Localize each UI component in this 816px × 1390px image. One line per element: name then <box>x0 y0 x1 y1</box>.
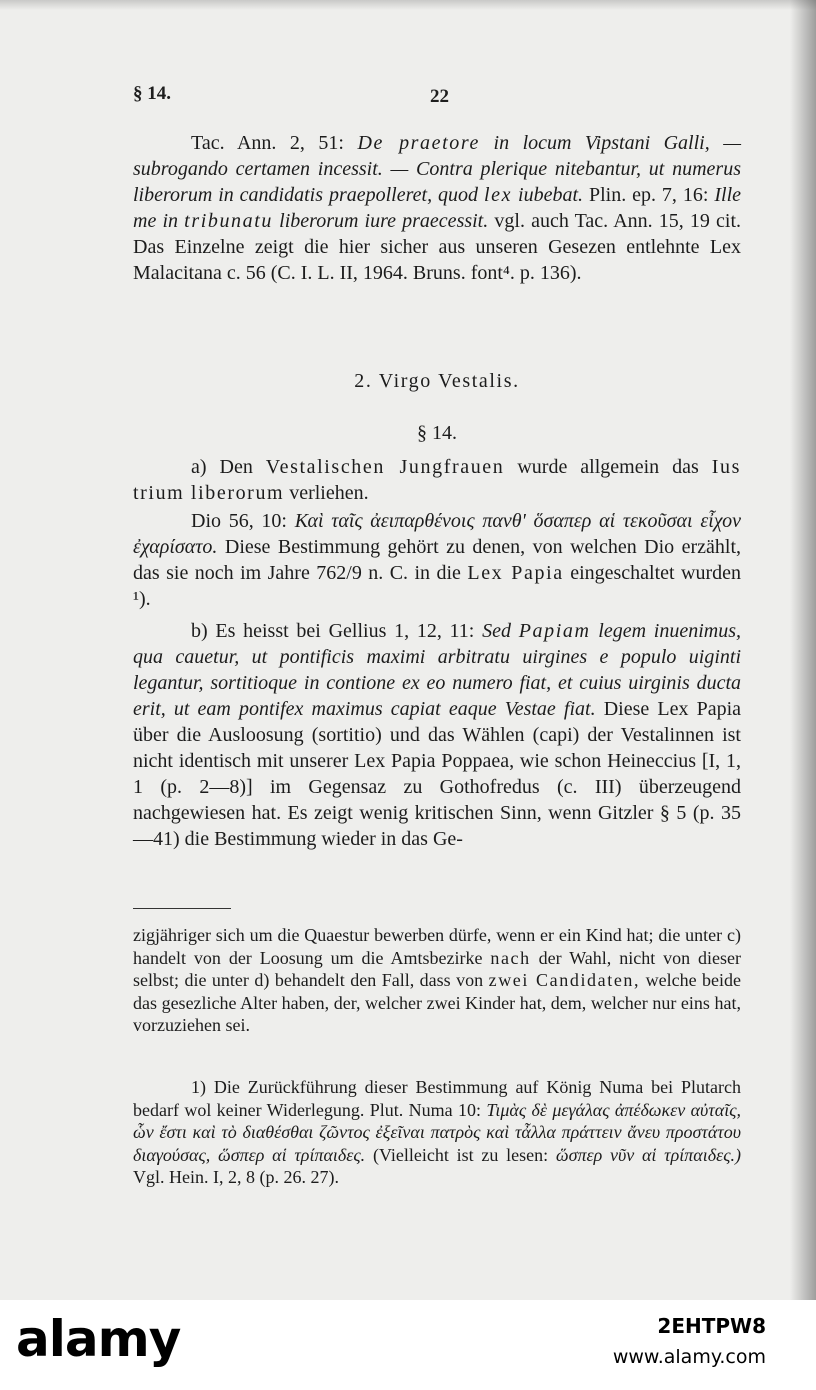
paragraph-a: a) Den Vestalischen Jungfrauen wurde allgemein das Ius trium liberorum verliehen. <box>133 456 742 504</box>
subsection-heading: 2. Virgo Vestalis. <box>354 370 520 392</box>
footnote-divider <box>133 908 231 909</box>
vestal-virgins-spaced: Vestalischen Jungfrauen <box>265 456 505 478</box>
ius-trium-spaced: Ius trium liberorum <box>133 456 742 504</box>
pliny-quote-b: liberorum iure praecessit. <box>279 210 489 232</box>
watermark-url: www.alamy.com <box>612 1346 766 1368</box>
image-id: 2EHTPW8 <box>657 1314 766 1338</box>
tacitus-reference: Tac. Ann. 2, 51: <box>191 132 344 154</box>
citations-rest: vgl. auch Tac. Ann. 15, 19 cit. Das Einzelne zeigt die hier sicher aus unseren Gesezen entlehnte Lex Malacitana c. 56 (C. I. L. II, 1964. Bruns. font⁴. p. 136). <box>133 210 742 284</box>
paragraph-b: b) Es heisst bei Gellius 1, 12, 11: Sed Papiam legem inuenimus, qua cauetur, ut pontificis maximi arbitratu uirgines e populo uiginti legantur, sortitioque in contione ex eo numero fiat, et cuius uirginis ducta erit, ut eam pontifex maximus capiat eaque Vestae fiat. Diese Lex Papia über die Ausloosung (sortitio) und das Wählen (capi) der Vestalinnen ist nicht identisch mit unserer Lex Papia Poppaea, wie schon Heineccius [I, 1, 1 (p. 2—8)] im Gegensaz zu Gothofredus (c. III) überzeugend nachgewiesen hat. Es zeigt wenig kritischen Sinn, wenn Gitzler § 5 (p. 35—41) die Bestimmung wieder in das Ge- <box>133 620 742 850</box>
pliny-quote-a: Ille me in <box>133 184 742 232</box>
page-gutter-shadow <box>790 0 816 1300</box>
running-head-section: § 14. <box>133 83 171 104</box>
pliny-quote-spaced: tribunatu <box>184 210 274 232</box>
citations-paragraph <box>133 130 741 286</box>
plutarch-greek-quote: Τιμὰς δὲ μεγάλας ἀπέδωκεν αὐταῖς, ὧν ἔστι καὶ τὸ διαθέσθαι ζῶντος ἐξεῖναι πατρὸς καὶ τἆλλα πράττειν ἄνευ προστάτου διαγούσας, ὥσπερ αἱ τρίπαιδες. <box>133 1099 741 1165</box>
page-top-shadow <box>0 0 816 10</box>
dio-greek-quote: Καὶ ταῖς ἀειπαρθένοις πανθ' ὅσαπερ αἱ τεκοῦσαι εἶχον ἐχαρίσατο. <box>133 510 742 558</box>
papiam-spaced: Papiam <box>518 620 591 642</box>
iubebat-word: iubebat. <box>518 184 584 206</box>
pliny-reference: Plin. ep. 7, 16: <box>588 184 709 206</box>
gellius-quote: legem inuenimus, qua cauetur, ut pontificis maximi arbitratu uirgines e populo uiginti legantur, sortitioque in contione ex eo numero fiat, et cuius uirginis ducta erit, ut eam pontifex maximus capiat eaque Vestae fiat. <box>133 620 741 720</box>
dio-reference: Dio 56, 10: <box>191 510 287 532</box>
paragraph-dio: Dio 56, 10: Καὶ ταῖς ἀειπαρθένοις πανθ' ὅσαπερ αἱ τεκοῦσαι εἶχον ἐχαρίσατο. Diese Bestimmung gehört zu denen, von welchen Dio erzählt, das sie noch im Jahre 762/9 n. C. in die Lex Papia eingeschaltet wurden ¹). <box>133 510 742 610</box>
section-heading: § 14. <box>417 422 457 444</box>
alamy-logo: alamy <box>16 1310 181 1368</box>
page-number: 22 <box>430 86 449 107</box>
tacitus-quote-spaced: De praetore <box>357 132 481 154</box>
footnote-1: 1) Die Zurückführung dieser Bestimmung auf König Numa bei Plutarch bedarf wol keiner Widerlegung. Plut. Numa 10: Τιμὰς δὲ μεγάλας ἀπέδωκεν αὐταῖς, ὧν ἔστι καὶ τὸ διαθέσθαι ζῶντος ἐξεῖναι πατρὸς καὶ τἆλλα πράττειν ἄνευ προστάτου διαγούσας, ὥσπερ αἱ τρίπαιδες. (Vielleicht ist zu lesen: ὥσπερ νῦν αἱ τρίπαιδες.) Vgl. Hein. I, 2, 8 (p. 26. 27). <box>133 1077 741 1187</box>
lex-spaced: lex <box>483 184 513 206</box>
lex-papia-spaced: Lex Papia <box>467 562 564 584</box>
footnote-continuation: zigjähriger sich um die Quaestur bewerben dürfe, wenn er ein Kind hat; die unter c) handelt von der Loosung um die Amtsbezirke nach der Wahl, nicht von dieser selbst; die unter d) behandelt den Fall, dass von zwei Candidaten, welche beide das gesezliche Alter haben, der, welcher zwei Kinder hat, dem, welcher nur eins hat, vorzuziehen sei. <box>133 925 742 1035</box>
tacitus-quote: in locum Vipstani Galli, — subrogando certamen incessit. — Contra plerique nitebantur, ut numerus liberorum in candidatis praepolleret, quod <box>133 132 742 206</box>
